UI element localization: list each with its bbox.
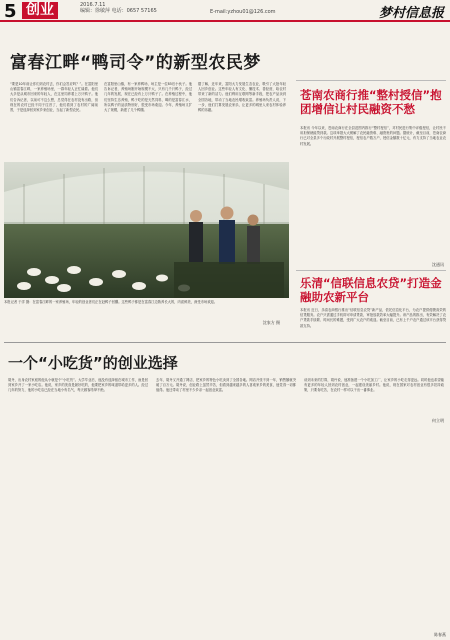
bottom-story-col-2 <box>156 378 296 628</box>
issue-date: 2016.7.11 <box>80 2 106 8</box>
editor-info: 编辑：徐敏萍 电话：0657 57165 <box>80 8 157 14</box>
sidebar-story-1-body <box>300 126 446 276</box>
masthead <box>0 0 450 22</box>
photo-caption: 本报记者 于洋 摄：在富春江畔的一家养殖场，年轻的创业者们正在赶鸭子回棚。这些鸭子都是在富春江边散养长大的，肉质鲜美，深受市场欢迎。 <box>4 300 218 304</box>
bottom-story-text-1: 胡丹，出身农村家庭的他从小就是个“小吃货”。大学毕业后，他没有选择留在城市工作，而是回到家乡开了一家小吃店。他说，家乡的美食是最好吃的，他要把家乡的味道带给更多的人。经过几年的努力，他的小吃店已经在当地小有名气，每天顾客络绎不绝。 <box>8 378 148 393</box>
main-story-text-3: 据了解，近年来，富阳大力发展生态农业，吸引了大批年轻人回乡创业。这些年轻人有文化、懂技术、善经营，给农村带来了新的活力。他们利用互联网等新手段，把农产品卖到全国各地，带动了当地农民增收致富。养殖场负责人说，下一步，他们打算发展农家乐，让更多的城里人来农村体验养鸭的乐趣。 <box>198 82 286 113</box>
section-label: 创业 <box>22 2 58 19</box>
bottom-story-col-3 <box>304 378 444 628</box>
bottom-story-text-3: 谈到未来的打算，胡丹说，他准备建一个小吃加工厂，让家乡的小吃走得更远。同时他也希望能有更多的年轻人回到农村创业，一起建设美丽乡村。他说，现在国家对农村创业有很多扶持政策，只要肯吃苦，在农村一样可以干出一番事业。 <box>304 378 444 393</box>
sidebar-story-1-text: 本报讯 今年以来，苍南农商行在全县范围内推行“整村授信”，对村民进行集中评级授信，让村民不用担保就能贷到款。这项举措大大缓解了农民融资难、融资贵的问题。据统计，截至目前，苍南农商行已对全县多个行政村开展整村授信，授信农户数万户，授信金额数十亿元，有力支持了当地农业农村发展。 <box>300 126 446 146</box>
main-story-text-2: 在富阳里山镇，有一家养鸭场，场主是一位85后小伙子。他告诉记者，养殖场刚开始规模不大，只有几千只鸭子，经过几年的发展，现在已经有上万只鸭子了。在养殖过程中，他们坚持生态养殖，鸭子吃的是天然饲料，喝的是富春江水，所以鸭子的品质特别好，很受市场欢迎。今年，养殖场又扩大了规模，新建了几个鸭棚。 <box>104 82 192 113</box>
main-story-photo <box>4 162 289 298</box>
main-story-col-2 <box>104 82 192 160</box>
section-divider <box>4 342 446 343</box>
photo-illustration <box>4 162 289 298</box>
sidebar-story-1-byline: 沈通讯 <box>432 262 444 267</box>
main-story-col-3 <box>198 82 286 160</box>
bottom-story-col-1 <box>8 378 148 628</box>
email: E-mail:yzhou01@126.com <box>210 9 276 15</box>
sidebar-headline-2: 乐清“信联信息农贷”打造金融助农新平台 <box>300 276 442 304</box>
bottom-story-text-2: 去年，胡丹又开通了网店，把家乡的特色小吃卖到了全国各地。网店开张不到一年，销售额就突破了百万元。胡丹说，创业路上虽然辛苦，但看到越来越多的人喜欢家乡的美食，他觉得一切都值得。他还带动了村里不少乡亲一起创业致富。 <box>156 378 296 393</box>
sidebar-divider-top <box>296 80 446 81</box>
sidebar-story-2-text: 本报讯 近日，乐清农商银行推出“信联信息农贷”新产品，依托信息化平台，为农户提供便捷高效的信贷服务。农户只需通过手机即可申请贷款，审批放款效率大幅提升。该产品的推出，有效解决了农户贷款手续繁、时间长的难题，受到广大农户的欢迎。截至目前，已有上千户农户通过该平台获得贷款支持。 <box>300 308 446 328</box>
bottom-story-byline: 陈春燕 <box>434 632 446 637</box>
newspaper-brand: 梦村信息报 <box>378 6 444 21</box>
main-headline: 富春江畔“鸭司令”的新型农民梦 <box>10 53 261 73</box>
photo-credit: 沈家方 摄 <box>262 320 280 325</box>
main-story-col-1 <box>10 82 98 160</box>
sidebar-divider-mid <box>296 270 446 271</box>
masthead-meta <box>80 2 157 14</box>
sidebar-headline-1: 苍南农商行推“整村授信”抱团增信让村民融资不愁 <box>300 88 442 116</box>
sidebar-story-2-byline: 何立明 <box>432 418 444 423</box>
page-number: 5 <box>4 1 17 22</box>
main-story-text-1: “要是10年前让你们到农村去，你们会答应吗？”。在富阳里山镇富春江畔，一家养殖场里，一群年轻人正忙碌着。他们大多是从城市回来的年轻人，在这里饲养着上万只鸭子。他们告诉记者，以前可不这么想，总觉得在农村没有出路，但现在的农村已经不同于往昔了，他们看到了农村的广阔前景，于是选择回到家乡来创业，当起了新型农民。 <box>10 82 98 113</box>
bottom-headline: 一个“小吃货”的创业选择 <box>8 354 178 372</box>
